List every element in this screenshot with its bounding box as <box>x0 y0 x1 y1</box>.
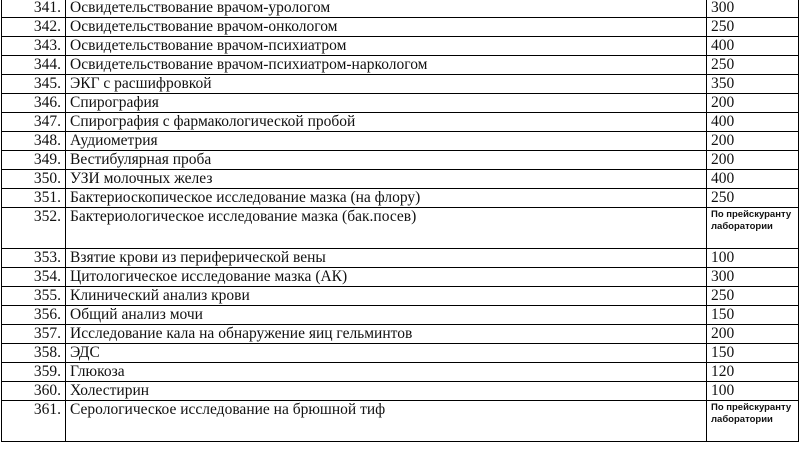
row-number: 361. <box>2 401 66 442</box>
service-price: 250 <box>707 189 799 208</box>
price-table-body <box>2 0 799 442</box>
service-name: УЗИ молочных желез <box>66 170 707 189</box>
service-price: 200 <box>707 132 799 151</box>
row-number: 348. <box>2 132 66 151</box>
table-row <box>2 56 799 75</box>
row-number: 347. <box>2 113 66 132</box>
table-row <box>2 151 799 170</box>
row-number: 352. <box>2 208 66 249</box>
service-name: Холестирин <box>66 382 707 401</box>
service-price: 150 <box>707 306 799 325</box>
price-table <box>1 0 799 442</box>
service-price: 300 <box>707 0 799 18</box>
row-number: 343. <box>2 37 66 56</box>
service-name: Спирография с фармакологической пробой <box>66 113 707 132</box>
table-row <box>2 306 799 325</box>
table-row <box>2 94 799 113</box>
table-row <box>2 75 799 94</box>
service-name: Цитологическое исследование мазка (АК) <box>66 268 707 287</box>
service-price: 250 <box>707 56 799 75</box>
table-row <box>2 249 799 268</box>
service-name: Освидетельствование врачом-психиатром <box>66 37 707 56</box>
row-number: 358. <box>2 344 66 363</box>
service-price: 120 <box>707 363 799 382</box>
table-row <box>2 170 799 189</box>
table-row <box>2 401 799 442</box>
service-name: Освидетельствование врачом-психиатром-наркологом <box>66 56 707 75</box>
service-name: Серологическое исследование на брюшной тиф <box>66 401 707 442</box>
service-price: 350 <box>707 75 799 94</box>
service-price: 100 <box>707 249 799 268</box>
service-name: Спирография <box>66 94 707 113</box>
table-row <box>2 132 799 151</box>
row-number: 341. <box>2 0 66 18</box>
row-number: 349. <box>2 151 66 170</box>
service-price: 400 <box>707 113 799 132</box>
table-row <box>2 189 799 208</box>
service-price: 400 <box>707 170 799 189</box>
table-row <box>2 382 799 401</box>
row-number: 344. <box>2 56 66 75</box>
service-price: 200 <box>707 325 799 344</box>
service-name: Общий анализ мочи <box>66 306 707 325</box>
service-name: Клинический анализ крови <box>66 287 707 306</box>
table-row <box>2 287 799 306</box>
service-name: Аудиометрия <box>66 132 707 151</box>
service-name: Исследование кала на обнаружение яиц гельминтов <box>66 325 707 344</box>
table-row <box>2 363 799 382</box>
service-price: 200 <box>707 151 799 170</box>
row-number: 360. <box>2 382 66 401</box>
service-name: Освидетельствование врачом-урологом <box>66 0 707 18</box>
row-number: 351. <box>2 189 66 208</box>
service-name: ЭДС <box>66 344 707 363</box>
row-number: 342. <box>2 18 66 37</box>
table-row <box>2 0 799 18</box>
row-number: 350. <box>2 170 66 189</box>
table-row <box>2 208 799 249</box>
service-price: 300 <box>707 268 799 287</box>
service-name: Глюкоза <box>66 363 707 382</box>
service-name: Бактериоскопическое исследование мазка (на флору) <box>66 189 707 208</box>
service-price: 100 <box>707 382 799 401</box>
row-number: 346. <box>2 94 66 113</box>
table-row <box>2 344 799 363</box>
row-number: 355. <box>2 287 66 306</box>
row-number: 354. <box>2 268 66 287</box>
service-price: 400 <box>707 37 799 56</box>
table-row <box>2 37 799 56</box>
row-number: 356. <box>2 306 66 325</box>
service-price <box>707 208 799 249</box>
row-number: 357. <box>2 325 66 344</box>
table-row <box>2 325 799 344</box>
service-name: Взятие крови из периферической вены <box>66 249 707 268</box>
service-price: 250 <box>707 287 799 306</box>
table-row <box>2 18 799 37</box>
price-note: По прейскуранту лаборатории <box>711 209 792 232</box>
table-row <box>2 268 799 287</box>
row-number: 359. <box>2 363 66 382</box>
service-name: Бактериологическое исследование мазка (бак.посев) <box>66 208 707 249</box>
price-note: По прейскуранту лаборатории <box>711 402 792 425</box>
row-number: 345. <box>2 75 66 94</box>
service-price: 200 <box>707 94 799 113</box>
service-price: 150 <box>707 344 799 363</box>
service-price: 250 <box>707 18 799 37</box>
service-name: ЭКГ с расшифровкой <box>66 75 707 94</box>
row-number: 353. <box>2 249 66 268</box>
service-price <box>707 401 799 442</box>
table-row <box>2 113 799 132</box>
service-name: Вестибулярная проба <box>66 151 707 170</box>
service-name: Освидетельствование врачом-онкологом <box>66 18 707 37</box>
